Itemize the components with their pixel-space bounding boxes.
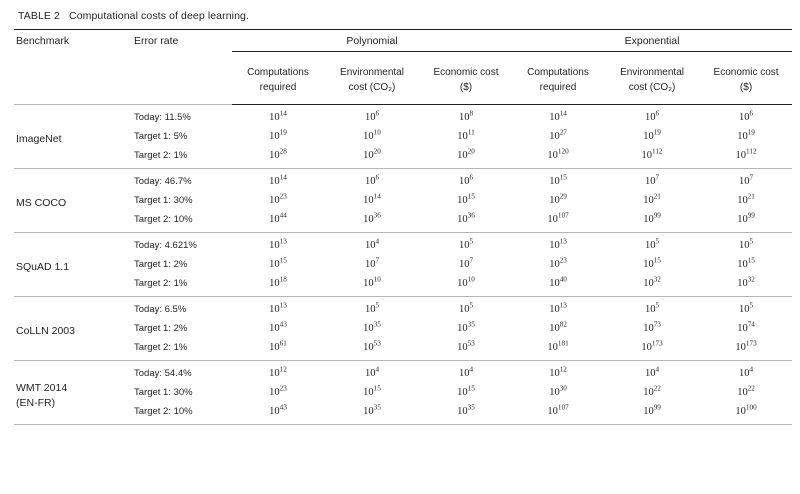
value-cell: $10^{13}$ bbox=[232, 233, 324, 256]
value-cell: $10^{10}$ bbox=[457, 275, 475, 289]
value-cell: $10^5$ bbox=[604, 233, 700, 256]
error-rate-cell: Target 2: 1% bbox=[134, 342, 188, 353]
value-cell: $10^{43}$ bbox=[269, 320, 287, 334]
benchmark-name: SQuAD 1.1 bbox=[14, 233, 132, 297]
error-rate-cell: Target 1: 30% bbox=[134, 387, 193, 398]
header-sub-0 bbox=[232, 58, 324, 105]
value-cell: $10^{35}$ bbox=[457, 320, 475, 334]
value-cell: $10^{19}$ bbox=[269, 128, 287, 142]
value-cell: $10^{15}$ bbox=[512, 169, 604, 192]
value-cell: $10^5$ bbox=[700, 297, 792, 320]
error-rate-cell: Target 1: 2% bbox=[134, 259, 188, 270]
benchmark-name-line1: WMT 2014 bbox=[16, 381, 68, 394]
value-cell: $10^4$ bbox=[604, 361, 700, 384]
value-cell: $10^{44}$ bbox=[269, 211, 287, 225]
value-cell: $10^{10}$ bbox=[363, 128, 381, 142]
computational-costs-table bbox=[14, 29, 792, 431]
error-rate-cell: Target 1: 30% bbox=[134, 195, 193, 206]
error-rate-cell: Target 2: 10% bbox=[134, 406, 193, 417]
header-sub-2-line1: Economic cost bbox=[433, 67, 499, 78]
value-cell: $10^{99}$ bbox=[643, 211, 661, 225]
value-cell: $10^{13}$ bbox=[232, 297, 324, 320]
value-cell: $10^{15}$ bbox=[363, 384, 381, 398]
value-cell: $10^8$ bbox=[420, 105, 512, 128]
value-cell: $10^{107}$ bbox=[547, 211, 569, 225]
value-cell: $10^6$ bbox=[700, 105, 792, 128]
error-rate-cell: Today: 11.5% bbox=[132, 105, 232, 128]
value-cell: $10^6$ bbox=[324, 169, 420, 192]
value-cell: $10^{82}$ bbox=[549, 320, 567, 334]
value-cell: $10^7$ bbox=[364, 256, 380, 270]
value-cell: $10^{14}$ bbox=[232, 169, 324, 192]
value-cell: $10^{36}$ bbox=[363, 211, 381, 225]
value-cell: $10^{99}$ bbox=[737, 211, 755, 225]
header-sub-5-line1: Economic cost bbox=[713, 67, 779, 78]
value-cell: $10^{18}$ bbox=[269, 275, 287, 289]
header-group-exponential bbox=[512, 30, 792, 59]
value-cell: $10^4$ bbox=[420, 361, 512, 384]
value-cell: $10^{28}$ bbox=[269, 147, 287, 161]
value-cell: $10^{12}$ bbox=[232, 361, 324, 384]
header-sub-5-line2: ($) bbox=[739, 82, 753, 93]
value-cell: $10^{53}$ bbox=[363, 339, 381, 353]
value-cell: $10^{13}$ bbox=[512, 297, 604, 320]
value-cell: $10^{15}$ bbox=[643, 256, 661, 270]
table-caption bbox=[14, 10, 786, 29]
value-cell: $10^{43}$ bbox=[269, 403, 287, 417]
benchmark-name: ImageNet bbox=[14, 105, 132, 169]
table-row bbox=[14, 105, 792, 128]
value-cell: $10^{35}$ bbox=[363, 403, 381, 417]
value-cell: $10^{15}$ bbox=[457, 192, 475, 206]
value-cell: $10^{20}$ bbox=[363, 147, 381, 161]
benchmark-name: MS COCO bbox=[14, 169, 132, 233]
table-row bbox=[14, 169, 792, 192]
value-cell: $10^{15}$ bbox=[457, 384, 475, 398]
value-cell: $10^{35}$ bbox=[363, 320, 381, 334]
value-cell: $10^5$ bbox=[420, 233, 512, 256]
value-cell: $10^{173}$ bbox=[641, 339, 663, 353]
value-cell: $10^5$ bbox=[420, 297, 512, 320]
value-cell: $10^{181}$ bbox=[547, 339, 569, 353]
value-cell: $10^{32}$ bbox=[737, 275, 755, 289]
value-cell: $10^{35}$ bbox=[457, 403, 475, 417]
value-cell: $10^{107}$ bbox=[547, 403, 569, 417]
table-head bbox=[14, 30, 792, 105]
error-rate-cell: Today: 54.4% bbox=[132, 361, 232, 384]
value-cell: $10^5$ bbox=[604, 297, 700, 320]
error-rate-cell: Target 2: 10% bbox=[134, 214, 193, 225]
value-cell: $10^4$ bbox=[324, 361, 420, 384]
value-cell: $10^{20}$ bbox=[457, 147, 475, 161]
benchmark-name bbox=[14, 361, 132, 425]
value-cell: $10^{32}$ bbox=[643, 275, 661, 289]
table-bottom-rule bbox=[14, 425, 792, 432]
value-cell: $10^{21}$ bbox=[643, 192, 661, 206]
value-cell: $10^{120}$ bbox=[547, 147, 569, 161]
value-cell: $10^{61}$ bbox=[269, 339, 287, 353]
value-cell: $10^{22}$ bbox=[737, 384, 755, 398]
header-sub-0-line2: required bbox=[259, 82, 297, 93]
value-cell: $10^{15}$ bbox=[737, 256, 755, 270]
value-cell: $10^{10}$ bbox=[363, 275, 381, 289]
value-cell: $10^{19}$ bbox=[643, 128, 661, 142]
value-cell: $10^{27}$ bbox=[549, 128, 567, 142]
value-cell: $10^{23}$ bbox=[269, 384, 287, 398]
table-row bbox=[14, 233, 792, 256]
value-cell: $10^{112}$ bbox=[641, 147, 663, 161]
header-error-rate: Error rate bbox=[132, 30, 232, 105]
value-cell: $10^{13}$ bbox=[512, 233, 604, 256]
value-cell: $10^{14}$ bbox=[363, 192, 381, 206]
header-sub-4 bbox=[604, 58, 700, 105]
header-sub-3 bbox=[512, 58, 604, 105]
value-cell: $10^6$ bbox=[604, 105, 700, 128]
value-cell: $10^{73}$ bbox=[643, 320, 661, 334]
table-caption-text: Computational costs of deep learning. bbox=[69, 10, 249, 22]
value-cell: $10^{14}$ bbox=[232, 105, 324, 128]
header-sub-2 bbox=[420, 58, 512, 105]
header-sub-1 bbox=[324, 58, 420, 105]
value-cell: $10^5$ bbox=[324, 297, 420, 320]
header-sub-3-line1: Computations bbox=[527, 67, 589, 78]
error-rate-cell: Target 2: 1% bbox=[134, 150, 188, 161]
value-cell: $10^7$ bbox=[700, 169, 792, 192]
value-cell: $10^{22}$ bbox=[643, 384, 661, 398]
value-cell: $10^{21}$ bbox=[737, 192, 755, 206]
value-cell: $10^{15}$ bbox=[269, 256, 287, 270]
table-bottom-rule-cell bbox=[14, 425, 792, 432]
header-sub-1-line2: cost (CO₂) bbox=[348, 82, 396, 93]
header-sub-1-line1: Environmental bbox=[340, 67, 404, 78]
table-row bbox=[14, 361, 792, 384]
value-cell: $10^{30}$ bbox=[549, 384, 567, 398]
value-cell: $10^{99}$ bbox=[643, 403, 661, 417]
value-cell: $10^4$ bbox=[324, 233, 420, 256]
value-cell: $10^6$ bbox=[420, 169, 512, 192]
value-cell: $10^{23}$ bbox=[269, 192, 287, 206]
error-rate-cell: Today: 6.5% bbox=[132, 297, 232, 320]
value-cell: $10^{14}$ bbox=[512, 105, 604, 128]
header-group-polynomial-label: Polynomial bbox=[232, 35, 512, 52]
header-group-exponential-label: Exponential bbox=[512, 35, 792, 52]
error-rate-cell: Today: 46.7% bbox=[132, 169, 232, 192]
header-sub-2-line2: ($) bbox=[459, 82, 473, 93]
table-caption-label: TABLE 2 bbox=[18, 10, 60, 22]
header-sub-0-line1: Computations bbox=[247, 67, 309, 78]
header-sub-4-line1: Environmental bbox=[620, 67, 684, 78]
header-sub-4-line2: cost (CO₂) bbox=[628, 82, 676, 93]
table-body bbox=[14, 105, 792, 432]
benchmark-name-line2: (EN-FR) bbox=[16, 397, 56, 409]
value-cell: $10^{100}$ bbox=[735, 403, 757, 417]
error-rate-cell: Target 2: 1% bbox=[134, 278, 188, 289]
value-cell: $10^7$ bbox=[604, 169, 700, 192]
error-rate-cell: Target 1: 5% bbox=[134, 131, 188, 142]
error-rate-cell: Target 1: 2% bbox=[134, 323, 188, 334]
value-cell: $10^{23}$ bbox=[549, 256, 567, 270]
header-sub-5 bbox=[700, 58, 792, 105]
value-cell: $10^{29}$ bbox=[549, 192, 567, 206]
error-rate-cell: Today: 4.621% bbox=[132, 233, 232, 256]
value-cell: $10^{36}$ bbox=[457, 211, 475, 225]
value-cell: $10^{11}$ bbox=[457, 128, 475, 142]
value-cell: $10^5$ bbox=[700, 233, 792, 256]
value-cell: $10^{40}$ bbox=[549, 275, 567, 289]
value-cell: $10^{74}$ bbox=[737, 320, 755, 334]
header-benchmark: Benchmark bbox=[14, 30, 132, 105]
header-group-polynomial bbox=[232, 30, 512, 59]
header-group-row bbox=[14, 30, 792, 59]
value-cell: $10^{19}$ bbox=[737, 128, 755, 142]
benchmark-name: CoLLN 2003 bbox=[14, 297, 132, 361]
value-cell: $10^7$ bbox=[458, 256, 474, 270]
value-cell: $10^{112}$ bbox=[735, 147, 757, 161]
value-cell: $10^6$ bbox=[324, 105, 420, 128]
header-sub-3-line2: required bbox=[539, 82, 577, 93]
value-cell: $10^{173}$ bbox=[735, 339, 757, 353]
value-cell: $10^{53}$ bbox=[457, 339, 475, 353]
value-cell: $10^4$ bbox=[700, 361, 792, 384]
table-row bbox=[14, 297, 792, 320]
value-cell: $10^{12}$ bbox=[512, 361, 604, 384]
